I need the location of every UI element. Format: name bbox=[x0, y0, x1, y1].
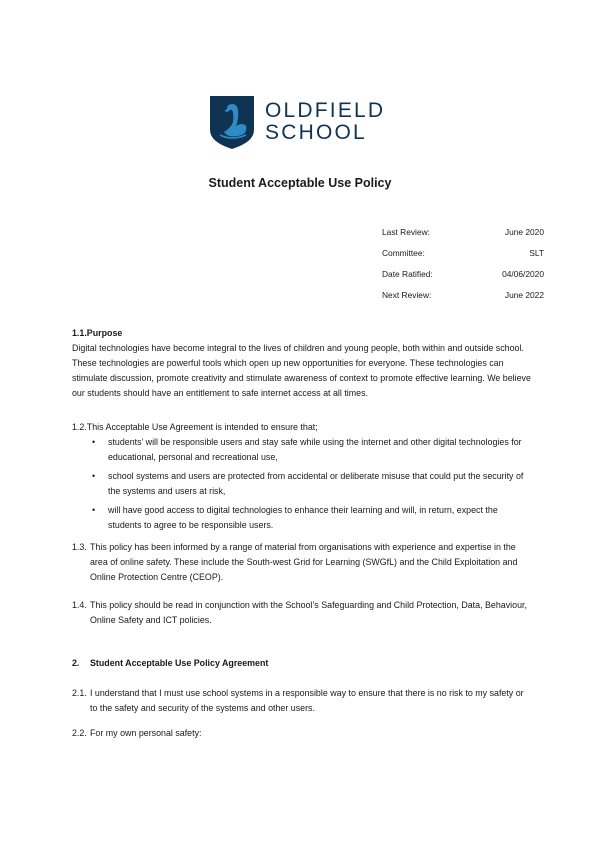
section-paragraph: This policy should be read in conjunction with the School’s Safeguarding and Child Protection, Data, Behaviour, Online Safety and ICT policies. bbox=[90, 600, 527, 625]
bullet-item: • students’ will be responsible users and stay safe while using the internet and other digital technologies for educational, personal and recreational use, bbox=[72, 435, 532, 465]
section-paragraph: This policy has been informed by a range of material from organisations with experience and expertise in the area of online safety. These include the South-west Grid for Learning (SWGfL) and the Child Exploitation and Online Protection Centre (CEOP). bbox=[90, 542, 518, 582]
logo-line-1: OLDFIELD bbox=[265, 99, 386, 122]
logo-line-2: SCHOOL bbox=[265, 121, 367, 144]
swan-shield-icon bbox=[208, 94, 256, 150]
review-value: June 2020 bbox=[504, 227, 544, 237]
section-lead: 1.2.This Acceptable Use Agreement is intended to ensure that; bbox=[72, 422, 318, 432]
review-label: Next Review: bbox=[382, 290, 432, 300]
section-number: 2.2. bbox=[72, 728, 87, 738]
section-1-3 bbox=[72, 540, 532, 585]
bullet-item: • school systems and users are protected from accidental or deliberate misuse that could put the security of the systems and users at risk, bbox=[72, 469, 532, 499]
section-1-1-purpose bbox=[72, 326, 532, 401]
review-label: Date Ratified: bbox=[382, 269, 433, 279]
review-label: Last Review: bbox=[382, 227, 430, 237]
section-2-1 bbox=[72, 686, 532, 716]
review-value: SLT bbox=[529, 248, 544, 258]
review-value: 04/06/2020 bbox=[502, 269, 544, 279]
section-2-heading bbox=[72, 656, 532, 671]
section-number: 2.1. bbox=[72, 688, 87, 698]
section-heading: 1.1.Purpose bbox=[72, 328, 123, 338]
school-wordmark bbox=[265, 100, 385, 144]
school-logo bbox=[208, 94, 385, 150]
section-heading: Student Acceptable Use Policy Agreement bbox=[90, 658, 269, 668]
review-value: June 2022 bbox=[504, 290, 544, 300]
section-number: 1.4. bbox=[72, 600, 87, 610]
document-title: Student Acceptable Use Policy bbox=[208, 176, 392, 190]
section-paragraph: I understand that I must use school systems in a responsible way to ensure that there is no risk to my safety or to the safety and security of the systems and other users. bbox=[90, 688, 524, 713]
bullet-list bbox=[72, 435, 532, 533]
section-number: 1.3. bbox=[72, 542, 87, 552]
section-1-4 bbox=[72, 598, 532, 628]
section-2-2 bbox=[72, 726, 532, 741]
section-paragraph: Digital technologies have become integral to the lives of children and young people, both within and outside school. These technologies are powerful tools which open up new opportunities for everyone. These technologies can stimulate discussion, promote creativity and stimulate awareness of context to promote effective learning. We believe our students should have an entitlement to safe internet access at all times. bbox=[72, 343, 531, 398]
section-paragraph: For my own personal safety: bbox=[90, 728, 202, 738]
section-number: 2. bbox=[72, 658, 80, 668]
review-label: Committee: bbox=[382, 248, 425, 258]
review-row bbox=[382, 269, 544, 290]
review-row bbox=[382, 227, 544, 248]
review-row bbox=[382, 290, 544, 311]
review-info-table bbox=[382, 227, 544, 311]
review-row bbox=[382, 248, 544, 269]
section-1-2 bbox=[72, 420, 532, 537]
bullet-item: • will have good access to digital technologies to enhance their learning and will, in return, expect the students to agree to be responsible users. bbox=[72, 503, 532, 533]
